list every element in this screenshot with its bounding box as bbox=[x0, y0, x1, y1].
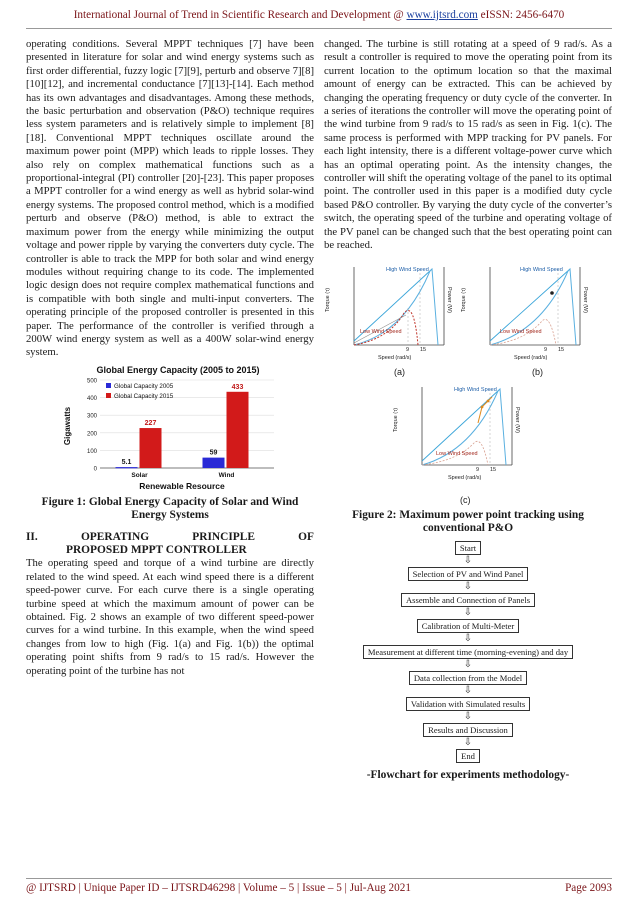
journal-name: International Journal of Trend in Scientific Research and Development @ bbox=[73, 9, 404, 21]
down-arrow-icon: ⇩ bbox=[463, 555, 473, 567]
fig2a-power-label: Power (W) bbox=[445, 286, 452, 313]
fig2b-high-label: High Wind Speed bbox=[520, 266, 563, 273]
y-axis-label: Gigawatts bbox=[63, 406, 72, 445]
fig2b-power-label: Power (W) bbox=[581, 286, 588, 313]
bar bbox=[227, 392, 249, 468]
flowchart-step: Calibration of Multi-Meter bbox=[417, 619, 520, 633]
footer-paper-info: @ IJTSRD | Unique Paper ID – IJTSRD46298 | Volume – 5 | Issue – 5 | Jul-Aug 2021 bbox=[26, 882, 411, 894]
y-tick-label: 0 bbox=[93, 466, 97, 473]
flowchart-step: Validation with Simulated results bbox=[406, 697, 530, 711]
down-arrow-icon: ⇩ bbox=[463, 711, 473, 723]
fig2b-torque-label: Torque (τ) bbox=[461, 287, 468, 312]
fig2a-torque-label: Torque (τ) bbox=[325, 287, 332, 312]
bar bbox=[140, 428, 162, 468]
legend-entry: Global Capacity 2005 bbox=[114, 382, 174, 390]
flowchart-caption: -Flowchart for experiments methodology- bbox=[366, 769, 570, 782]
figure2-caption-line-1: Figure 2: Maximum power point tracking using bbox=[352, 508, 584, 521]
flowchart-step: Start bbox=[455, 541, 481, 555]
journal-website-link[interactable]: www.ijtsrd.com bbox=[406, 9, 478, 21]
y-tick-label: 300 bbox=[86, 413, 97, 420]
figure1-chart bbox=[26, 364, 314, 494]
section-title-word-1: OPERATING bbox=[80, 530, 150, 543]
down-arrow-icon: ⇩ bbox=[463, 737, 473, 749]
bar-data-label: 59 bbox=[209, 449, 218, 457]
left-paragraph-1: operating conditions. Several MPPT techniques [7] have been presented in literature for solar and wind energy systems such as first order differential, fuzzy logic [7][9], perturb and observe 7][8][10][12], and incremental conductance [7][13]-[14]. Each method has its own advantages and disadvantages. Among these methods, the basic perturbation and observation (P&O) technique requires less system parameters and is relatively simple to implement [8][18]. Conventional MPPT techniques oscillate around the maximum power point (MPP) which leads to ripple losses. They also rely on complex mathematical functions such as a proportional-integral (PI) controller [20]-[23]. This paper proposes a MPPT controller for a wind energy as well as hybrid solar-wind energy systems. The proposed control method, which is a modified perturb and observe (P&O) method, is able to extract the maximum power from the energy while minimizing the output voltage and power ripple by varying the converters duty cycle. The controller is able to track the MPP for both solar and wind energy modules without requiring change to its code. The implemented logic design does not require complex mathematical functions and is compatible with both single and multi-input converters. The operating principle of the proposed controller is presented in this paper. The performance of the controller is verified through a 200W wind energy system as well as a 400W solar-wind energy system. bbox=[26, 38, 314, 359]
flowchart-step: Selection of PV and Wind Panel bbox=[408, 567, 529, 581]
page-footer bbox=[26, 882, 612, 894]
down-arrow-icon: ⇩ bbox=[463, 607, 473, 619]
footer-divider bbox=[26, 878, 612, 879]
x-axis-label: Renewable Resource bbox=[139, 480, 225, 491]
section-heading bbox=[26, 531, 314, 558]
fig2b-tick9: 9 bbox=[544, 346, 548, 353]
down-arrow-icon: ⇩ bbox=[463, 685, 473, 697]
flowchart-step: Data collection from the Model bbox=[409, 671, 527, 685]
fig2b-tick15: 15 bbox=[558, 346, 565, 353]
fig2b-caption: (b) bbox=[532, 366, 543, 377]
fig2c-low-label: Low Wind Speed bbox=[436, 450, 478, 457]
fig2a-tick15: 15 bbox=[420, 346, 427, 353]
flowchart-step: Assemble and Connection of Panels bbox=[401, 593, 535, 607]
bar bbox=[116, 467, 138, 468]
figure2b-plot bbox=[470, 263, 600, 363]
bar-data-label: 227 bbox=[144, 419, 157, 427]
section-title-word-2: PRINCIPLE bbox=[192, 530, 255, 543]
y-tick-label: 500 bbox=[86, 378, 97, 385]
fig2c-torque-label: Torque (τ) bbox=[393, 407, 400, 432]
bar-data-label: 433 bbox=[231, 383, 244, 391]
chart-title: Global Energy Capacity (2005 to 2015) bbox=[96, 364, 260, 375]
fig2a-speed-label: Speed (rad/s) bbox=[378, 354, 412, 361]
x-tick-label: Wind bbox=[218, 471, 235, 479]
bar bbox=[203, 457, 225, 467]
header-divider bbox=[26, 28, 612, 29]
figure2c-plot bbox=[402, 383, 532, 483]
fig2a-high-label: High Wind Speed bbox=[386, 266, 429, 273]
figure2a-plot bbox=[334, 263, 464, 363]
fig2a-caption: (a) bbox=[394, 366, 405, 377]
journal-eissn: eISSN: 2456-6470 bbox=[480, 9, 565, 21]
down-arrow-icon: ⇩ bbox=[463, 659, 473, 671]
fig2b-low-label: Low Wind Speed bbox=[500, 328, 542, 335]
page-header bbox=[0, 0, 638, 24]
y-tick-label: 400 bbox=[86, 395, 97, 402]
footer-page-number: Page 2093 bbox=[565, 882, 612, 894]
section-title-word-3: OF bbox=[298, 530, 314, 543]
fig2c-high-label: High Wind Speed bbox=[454, 386, 497, 393]
methodology-flowchart bbox=[324, 541, 612, 763]
legend-entry: Global Capacity 2015 bbox=[114, 392, 174, 400]
right-paragraph-1: changed. The turbine is still rotating at a speed of 9 rad/s. As a result a controller is required to move the operating point from its current location to the optimum location so that the maximal amount of energy can be extracted. This can be achieved by changing the operating frequency or duty cycle of the converter. In a series of iterations the controller will move the operating point of the wind turbine from 9 rad/s to 15 rad/s as seen in Fig. 1(c). The same process is performed with MPP tracking for PV panels. For each light intensity, there is a different voltage-power curve which has an optimal operating point. As the intensity changes, the controller will shift the operating voltage of the panel to its optimal point. The controller used in this paper is a modified duty cycle based P&O controller. By varying the duty cycle of the converter’s switch, the operating speed of the turbine and operating voltage of the PV panel can be changed such that the best operating point can be reached. bbox=[324, 38, 612, 252]
figure1-caption: Figure 1: Global Energy Capacity of Solar and Wind Energy Systems bbox=[41, 495, 299, 522]
fig2c-tick9: 9 bbox=[476, 466, 480, 473]
legend-swatch bbox=[106, 383, 111, 388]
fig2a-tick9: 9 bbox=[406, 346, 410, 353]
section-title-line-2: PROPOSED MPPT CONTROLLER bbox=[66, 543, 247, 556]
figure1-bar-chart bbox=[62, 364, 282, 492]
right-column bbox=[324, 38, 612, 781]
y-tick-label: 200 bbox=[86, 431, 97, 438]
flowchart-step: End bbox=[456, 749, 480, 763]
section-number: II. bbox=[26, 530, 38, 543]
left-column bbox=[26, 38, 314, 678]
fig2a-low-label: Low Wind Speed bbox=[360, 328, 402, 335]
fig2b-speed-label: Speed (rad/s) bbox=[514, 354, 548, 361]
y-tick-label: 100 bbox=[86, 448, 97, 455]
fig2c-power-label: Power (W) bbox=[513, 406, 520, 433]
flowchart-step: Results and Discussion bbox=[423, 723, 513, 737]
flowchart-step: Measurement at different time (morning-evening) and day bbox=[363, 645, 573, 659]
fig2c-caption: (c) bbox=[460, 494, 471, 505]
figure2-caption bbox=[324, 509, 612, 536]
x-tick-label: Solar bbox=[131, 471, 148, 479]
down-arrow-icon: ⇩ bbox=[463, 581, 473, 593]
fig2c-speed-label: Speed (rad/s) bbox=[448, 474, 482, 481]
figure2 bbox=[324, 257, 612, 507]
figure2-caption-line-2: conventional P&O bbox=[422, 521, 514, 534]
legend-swatch bbox=[106, 393, 111, 398]
bar-data-label: 5.1 bbox=[121, 458, 132, 466]
down-arrow-icon: ⇩ bbox=[463, 633, 473, 645]
left-paragraph-2: The operating speed and torque of a wind turbine are directly related to the wind speed. At each wind speed there is a different speed-power curve. For each curve there is a single operating turbine speed at which the maximum amount of power can be obtained. Fig. 2 shows an example of two different speed-power curves for a wind turbine. In this example, when the wind speed changes from low to high (Fig. 1(a) and Fig. 1(b)) the optimal operating point shifts from 9 rad/s to 15 rad/s. However the operating point of the turbine has not bbox=[26, 557, 314, 677]
fig2c-tick15: 15 bbox=[490, 466, 497, 473]
